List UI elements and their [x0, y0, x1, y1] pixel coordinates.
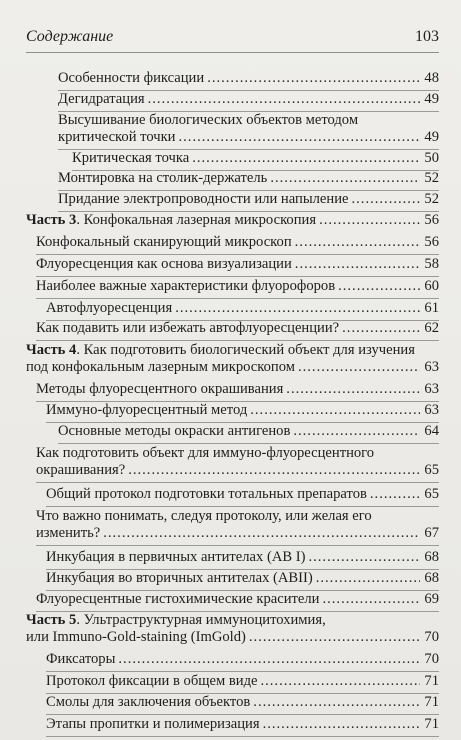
toc-entry-title: Методы флуоресцентного окрашивания	[36, 381, 284, 397]
toc-entry-line	[36, 508, 439, 525]
toc-entry-title: под конфокальным лазерным микроскопом	[26, 359, 295, 375]
toc-entry-title: Инкубация в первичных антителах (AB I)	[46, 549, 306, 565]
page-number: 103	[415, 28, 439, 45]
toc-entry-title: Что важно понимать, следуя протоколу, или желая его	[36, 508, 372, 524]
toc-page-number: 62	[424, 320, 439, 336]
dot-leader	[308, 549, 420, 566]
toc-page-number: 70	[424, 651, 439, 667]
toc-entry-title: Дегидратация	[58, 91, 145, 107]
toc-entry-title: . Конфокальная лазерная микроскопия	[76, 212, 317, 228]
toc-entry-line	[46, 651, 439, 668]
toc-entry[interactable]	[58, 112, 439, 150]
toc-entry[interactable]	[36, 278, 439, 299]
dot-leader	[352, 191, 421, 208]
dot-leader	[295, 234, 420, 251]
dot-leader	[103, 525, 420, 542]
toc-page-number: 60	[424, 278, 439, 294]
toc-entry-line	[46, 694, 439, 711]
toc-page-number: 63	[424, 359, 439, 375]
dot-leader	[316, 570, 420, 587]
toc-entry[interactable]	[46, 300, 439, 321]
toc-entry-line	[36, 320, 439, 337]
part-label: Часть 5	[26, 612, 77, 628]
dot-leader	[192, 150, 420, 167]
dot-leader	[263, 716, 420, 733]
toc-entry-line	[46, 300, 439, 317]
dot-leader	[148, 91, 420, 108]
toc-entry-title: Смолы для заключения объектов	[46, 694, 251, 710]
toc-page-number: 63	[424, 402, 439, 418]
dot-leader	[298, 359, 420, 376]
toc-page-number: 65	[424, 486, 439, 502]
toc-entry-title: критической точки	[58, 129, 176, 145]
toc-entry-line	[58, 191, 439, 208]
toc-page-number: 49	[424, 91, 439, 107]
toc-entry-title: Инкубация во вторичных антителах (ABII)	[46, 570, 313, 586]
toc-page-number: 67	[424, 525, 439, 541]
toc-entry-line	[36, 256, 439, 273]
toc-entry[interactable]	[46, 549, 439, 570]
toc-entry-line	[46, 402, 439, 419]
dot-leader	[260, 673, 420, 690]
toc-entry-title: Этапы пропитки и полимеризация	[46, 716, 260, 732]
toc-entry-title: Как подавить или избежать автофлуоресценции?	[36, 320, 340, 336]
toc-page-number: 61	[424, 300, 439, 316]
toc-entry-title: или Immuno-Gold-staining (ImGold)	[26, 629, 246, 645]
toc-entry[interactable]	[46, 402, 439, 423]
toc-entry-title: Протокол фиксации в общем виде	[46, 673, 258, 689]
toc-page-number: 63	[424, 381, 439, 397]
toc-entry-title: Особенности фиксации	[58, 70, 205, 86]
toc-entry[interactable]	[46, 673, 439, 694]
part-label: Часть 3	[26, 212, 77, 228]
toc-page-number: 71	[424, 694, 439, 710]
dot-leader	[118, 651, 420, 668]
toc-page-number: 71	[424, 716, 439, 732]
toc-page-number: 70	[424, 629, 439, 645]
toc-entry-line	[58, 70, 439, 87]
toc-entry-title: . Ультраструктурная иммуноцитохимия,	[76, 612, 326, 628]
toc-entry[interactable]	[36, 445, 439, 483]
toc-entry-title: Придание электропроводности или напыление	[58, 191, 349, 207]
toc-entry-line	[58, 112, 439, 129]
toc-entry-line	[36, 381, 439, 398]
toc-entry-title: Флуоресценция как основа визуализации	[36, 256, 292, 272]
dot-leader	[128, 462, 420, 479]
toc-entry-line	[26, 612, 439, 629]
dot-leader	[319, 212, 420, 229]
toc-entry-line	[26, 212, 439, 229]
toc-entry[interactable]	[36, 508, 439, 546]
toc-entry-title: . Как подготовить биологический объект для изучения	[76, 342, 415, 358]
dot-leader	[293, 423, 420, 440]
dot-leader	[338, 278, 420, 295]
toc-entry[interactable]	[36, 320, 439, 341]
toc-entry-line	[36, 525, 439, 542]
dot-leader	[249, 629, 420, 646]
toc-entry-title: Высушивание биологических объектов методом	[58, 112, 359, 128]
toc-page-number: 49	[424, 129, 439, 145]
toc-entry-title: Конфокальный сканирующий микроскоп	[36, 234, 292, 250]
toc-page-number: 52	[424, 170, 439, 186]
dot-leader	[370, 486, 420, 503]
dot-leader	[253, 694, 420, 711]
toc-page-number: 48	[424, 70, 439, 86]
toc-page-number: 68	[424, 570, 439, 586]
dot-leader	[322, 591, 420, 608]
toc-entry-title: Как подготовить объект для иммуно-флуоресцентного	[36, 445, 375, 461]
toc-page-number: 56	[424, 212, 439, 228]
toc-entry[interactable]	[46, 716, 439, 737]
dot-leader	[286, 381, 420, 398]
toc-page-number: 50	[424, 150, 439, 166]
toc-page-number: 71	[424, 673, 439, 689]
toc-entry-line	[36, 591, 439, 608]
toc-page-number: 64	[424, 423, 439, 439]
toc-entry-line	[46, 570, 439, 587]
toc-entry-title: Общий протокол подготовки тотальных препаратов	[46, 486, 367, 502]
toc-entry-title: Основные методы окраски антигенов	[58, 423, 291, 439]
toc-entry-line	[36, 234, 439, 251]
toc-entry-line	[72, 150, 439, 167]
toc-entry-line	[26, 359, 439, 376]
running-header-title: Содержание	[26, 28, 114, 45]
toc-entry-title: Фиксаторы	[46, 651, 116, 667]
dot-leader	[342, 320, 420, 337]
toc-entry-line	[36, 462, 439, 479]
toc-page-number: 58	[424, 256, 439, 272]
toc-page-number: 69	[424, 591, 439, 607]
toc-page-number: 56	[424, 234, 439, 250]
toc-entry[interactable]	[58, 170, 439, 191]
toc-entry[interactable]	[46, 486, 439, 507]
toc-entry-line	[46, 549, 439, 566]
toc-entry-title: Флуоресцентные гистохимические красители	[36, 591, 320, 607]
toc-entry[interactable]	[58, 91, 439, 112]
toc-entry-title: изменить?	[36, 525, 101, 541]
toc-entry[interactable]	[72, 150, 439, 171]
toc-entry[interactable]	[58, 423, 439, 444]
toc-entry-line	[58, 129, 439, 146]
toc-page-number: 52	[424, 191, 439, 207]
dot-leader	[295, 256, 420, 273]
toc-entry[interactable]	[36, 591, 439, 612]
toc-entry[interactable]	[58, 191, 439, 212]
toc-part-entry[interactable]	[26, 342, 439, 379]
dot-leader	[270, 170, 420, 187]
toc-part-entry[interactable]	[26, 612, 439, 649]
toc-entry-line	[58, 423, 439, 440]
toc-part-entry[interactable]	[26, 212, 439, 232]
toc-entry-title: Монтировка на столик-держатель	[58, 170, 268, 186]
toc-entry[interactable]	[46, 570, 439, 591]
toc-entry-line	[46, 486, 439, 503]
toc-entry-title: Иммуно-флуоресцентный метод	[46, 402, 248, 418]
part-label: Часть 4	[26, 342, 77, 358]
toc-page-number: 65	[424, 462, 439, 478]
toc-entry-title: Критическая точка	[72, 150, 190, 166]
toc-entry-title: окрашивания?	[36, 462, 126, 478]
toc-entry[interactable]	[46, 651, 439, 672]
toc-entry-title: Автофлуоресценция	[46, 300, 173, 316]
toc-entry[interactable]	[36, 256, 439, 277]
dot-leader	[175, 300, 420, 317]
toc-entry[interactable]	[36, 381, 439, 402]
toc-entry-line	[46, 673, 439, 690]
toc-entry[interactable]	[46, 694, 439, 715]
toc-entry[interactable]	[36, 234, 439, 255]
toc-entry-line	[36, 278, 439, 295]
toc-page-number: 68	[424, 549, 439, 565]
toc-entry-line	[58, 91, 439, 108]
toc-entry-line	[46, 716, 439, 733]
toc-entry-line	[58, 170, 439, 187]
toc-entry-title: Наиболее важные характеристики флуорофоров	[36, 278, 336, 294]
dot-leader	[250, 402, 420, 419]
running-header	[26, 26, 439, 53]
dot-leader	[207, 70, 420, 87]
dot-leader	[179, 129, 421, 146]
toc-entry-line	[26, 342, 439, 359]
toc-entry[interactable]	[58, 70, 439, 91]
toc-entry-line	[36, 445, 439, 462]
toc-entry-line	[26, 629, 439, 646]
